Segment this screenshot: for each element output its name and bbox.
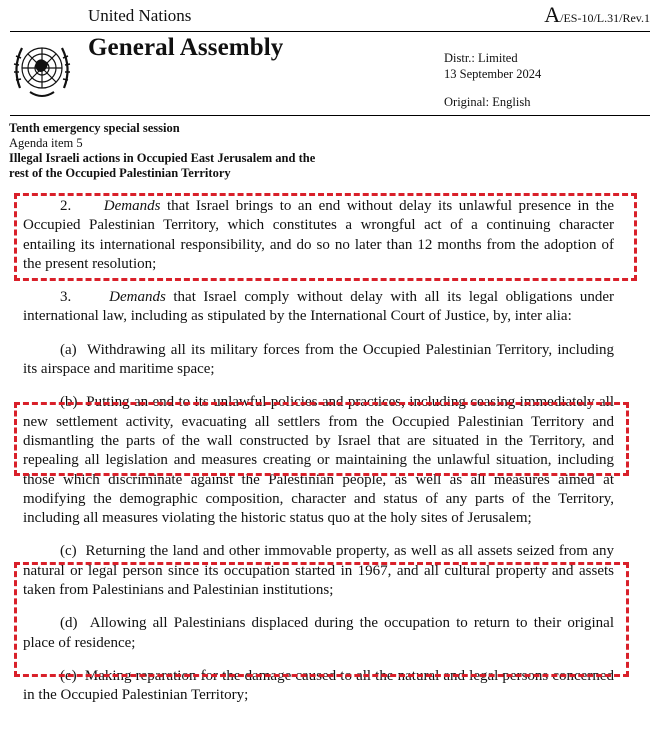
- paragraph-number: 3.: [60, 289, 72, 306]
- paragraph-text: that Israel brings to an end without delay its unlawful presence in the Occupied Palestinian Territory, which constitutes a wrongful act of a continuing character entailing its international responsibility, and do so no later than 12 months from the adoption of the present resolution;: [23, 198, 615, 272]
- subparagraph-e: (e) Making reparation for the damage caused to all the natural and legal persons concerned in the Occupied Palestinian Territory;: [23, 667, 614, 704]
- distr-label: Distr.: Limited: [444, 51, 518, 65]
- session-name: Tenth emergency special session: [9, 121, 180, 135]
- agenda-title-line2: rest of the Occupied Palestinian Territory: [9, 166, 231, 180]
- un-emblem-icon: [8, 36, 76, 104]
- agenda-title-line1: Illegal Israeli actions in Occupied East Jerusalem and the: [9, 151, 316, 165]
- distribution-info: [444, 50, 541, 82]
- org-name: United Nations: [88, 6, 192, 25]
- paragraph-number: 2.: [60, 198, 72, 214]
- header-rule-2: [10, 115, 650, 116]
- subparagraph-d: (d) Allowing all Palestinians displaced during the occupation to return to their original place of residence;: [23, 615, 614, 651]
- operative-verb: Demands: [103, 198, 161, 214]
- subparagraph-b: (b) Putting an end to its unlawful policies and practices, including ceasing immediately all new settlement activity, evacuating all settlers from the Occupied Palestinian Territory and dismantling the parts of the wall constructed by Israel that are situated in the Territory, and repealing all legislation and measures creating or maintaining the unlawful situation, including those which discriminate against the Palestinian people, as well as all measures aimed at modifying the demographic composition, character and status of any parts of the Territory, including all measures violating the historic status quo at the holy sites of Jerusalem;: [23, 394, 614, 527]
- doc-date: 13 September 2024: [444, 67, 542, 81]
- operative-verb: Demands: [109, 289, 166, 306]
- header-rule: [10, 31, 650, 32]
- body-title: General Assembly: [88, 34, 284, 61]
- symbol-code: /ES-10/L.31/Rev.1: [560, 11, 650, 25]
- paragraph-text: that Israel comply without delay with all its legal obligations under international law, including as stipulated by the International Court of Justice, by, inter alia:: [23, 289, 615, 325]
- subparagraph-a: (a) Withdrawing all its military forces from the Occupied Palestinian Territory, including its airspace and maritime space;: [23, 341, 614, 378]
- symbol-letter: A: [544, 2, 561, 27]
- agenda-item: Agenda item 5: [9, 136, 83, 150]
- paragraph-3: [23, 288, 614, 327]
- original-language: Original: English: [444, 95, 531, 109]
- document-symbol: [544, 2, 650, 28]
- resolution-body: [23, 197, 614, 706]
- paragraph-2: [23, 197, 614, 274]
- session-block: [9, 121, 389, 181]
- subparagraph-c: (c) Returning the land and other immovable property, as well as all assets seized from any natural or legal person since its occupation started in 1967, and all cultural property and assets taken from Palestinians and Palestinian institutions;: [23, 543, 614, 599]
